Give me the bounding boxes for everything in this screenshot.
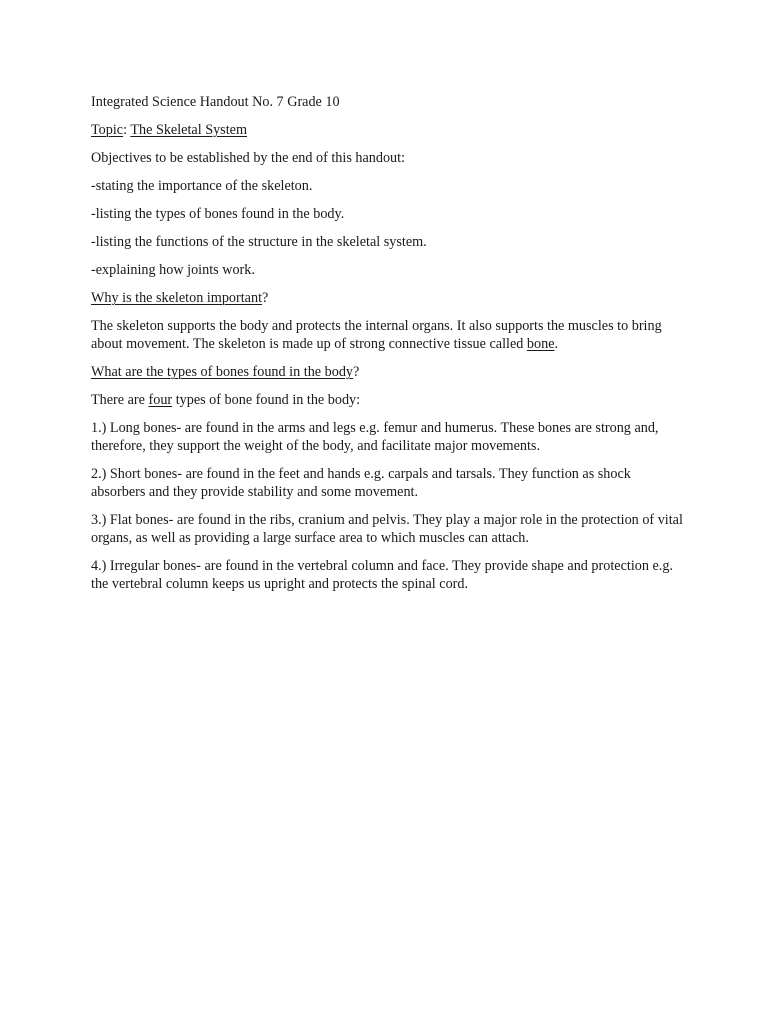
bone-type-item: 4.) Irregular bones- are found in the vertebral column and face. They provide shape and protection e.g. the vertebral column keeps us upright and protects the spinal cord. [91,558,673,592]
topic-label: Topic [91,122,124,138]
topic-line [91,121,686,139]
heading-punct: ? [353,364,360,380]
handout-page [91,93,686,603]
section-heading-importance [91,289,686,307]
objective-item: -listing the functions of the structure in the skeletal system. [91,234,427,250]
section-heading-types [91,363,686,381]
heading-text: Why is the skeleton important [91,290,263,306]
objective-item: -explaining how joints work. [91,262,255,278]
handout-header: Integrated Science Handout No. 7 Grade 10 [91,94,340,110]
term-bone: bone [526,336,555,352]
objectives-intro: Objectives to be established by the end of this handout: [91,150,406,166]
term-four: four [148,392,173,408]
intro-end: types of bone found in the body: [172,392,361,408]
topic-separator: : [123,122,131,138]
topic-value: The Skeletal System [130,122,247,138]
importance-paragraph [91,317,686,353]
heading-text: What are the types of bones found in the body [91,364,354,380]
heading-punct: ? [262,290,269,306]
intro-text: There are [91,392,149,408]
paragraph-end: . [554,336,559,352]
bone-type-item: 1.) Long bones- are found in the arms and legs e.g. femur and humerus. These bones are strong and, therefore, they support the weight of the body, and facilitate major movements. [91,420,659,454]
bone-type-item: 2.) Short bones- are found in the feet and hands e.g. carpals and tarsals. They function as shock absorbers and they provide stability and some movement. [91,466,631,500]
objective-item: -listing the types of bones found in the body. [91,206,345,222]
bone-type-item: 3.) Flat bones- are found in the ribs, cranium and pelvis. They play a major role in the protection of vital organs, as well as providing a large surface area to which muscles can attach. [91,512,683,546]
types-intro [91,391,686,409]
objective-item: -stating the importance of the skeleton. [91,178,313,194]
paragraph-text: The skeleton supports the body and protects the internal organs. It also supports the muscles to bring about movement. The skeleton is made up of strong connective tissue called [91,318,662,352]
